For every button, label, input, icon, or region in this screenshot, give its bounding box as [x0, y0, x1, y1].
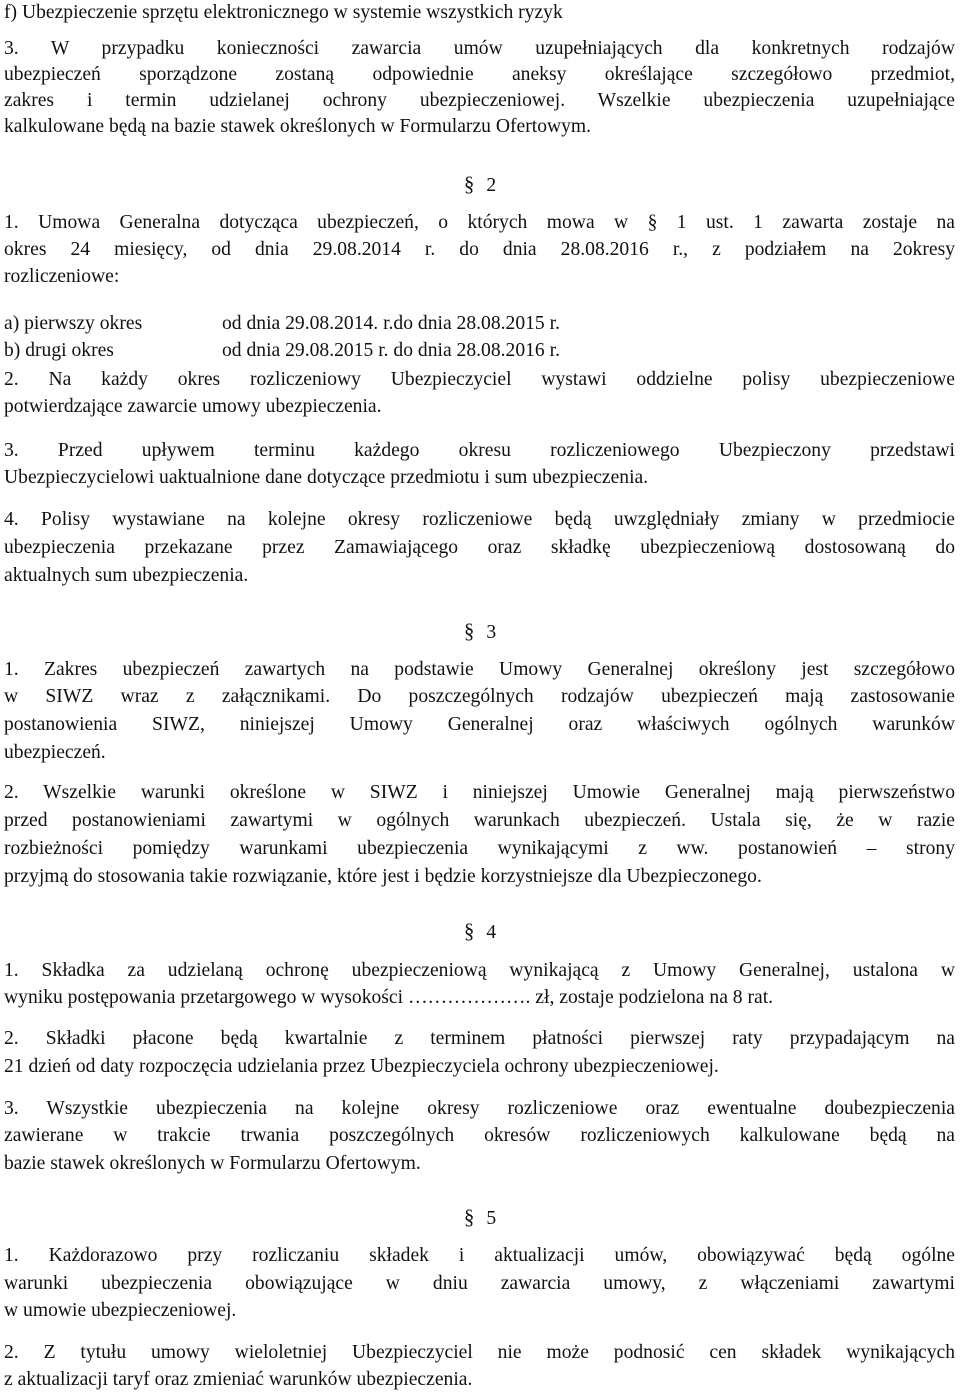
section-heading-5 [0, 1204, 960, 1230]
paragraph-line: potwierdzające zawarcie umowy ubezpieczenia. [4, 396, 382, 417]
paragraph-line: 1. Zakres ubezpieczeń zawartych na podstawie Umowy Generalnej określony jest szczegółowo [4, 659, 955, 680]
paragraph-line: 21 dzień od daty rozpoczęcia udzielania przez Ubezpieczyciela ochrony ubezpieczeniowej. [4, 1056, 719, 1077]
paragraph-line: 2. Składki płacone będą kwartalnie z terminem płatności pierwszej raty przypadającym na [4, 1028, 955, 1049]
paragraph-line: wyniku postępowania przetargowego w wysokości ………………. zł, zostaje podzielona na 8 rat. [4, 987, 774, 1008]
paragraph-line: w umowie ubezpieczeniowej. [4, 1300, 237, 1321]
period-row [4, 338, 955, 364]
paragraph-line: rozbieżności pomiędzy warunkami ubezpieczenia wynikającymi z ww. postanowień – strony [4, 838, 955, 859]
section-symbol: § [463, 919, 475, 943]
section-heading-4 [0, 918, 960, 944]
paragraph-line: 1. Każdorazowo przy rozliczaniu składek i aktualizacji umów, obowiązywać będą ogólne [4, 1245, 955, 1266]
section-symbol: § [463, 1205, 475, 1229]
paragraph-line: z aktualizacji taryf oraz zmieniać warunków ubezpieczenia. [4, 1369, 473, 1390]
paragraph-line: Ubezpieczycielowi uaktualnione dane dotyczące przedmiotu i sum ubezpieczenia. [4, 467, 649, 488]
paragraph-line: 3. Wszystkie ubezpieczenia na kolejne okresy rozliczeniowe oraz ewentualne doubezpieczenia [4, 1098, 955, 1119]
paragraph-line: ubezpieczeń sporządzone zostaną odpowiednie aneksy określające szczegółowo przedmiot, [4, 64, 955, 85]
paragraph-line: bazie stawek określonych w Formularzu Ofertowym. [4, 1153, 421, 1174]
section-number: 3 [486, 622, 497, 643]
paragraph-line: przed postanowieniami zawartymi w ogólnych warunkach ubezpieczeń. Ustala się, że w razie [4, 810, 955, 831]
period-range: od dnia 29.08.2014. r.do dnia 28.08.2015 r. [222, 313, 560, 334]
section-number: 5 [486, 1208, 497, 1229]
section-symbol: § [463, 619, 475, 643]
paragraph-line: 2. Wszelkie warunki określone w SIWZ i niniejszej Umowie Generalnej mają pierwszeństwo [4, 782, 955, 803]
paragraph-line: okres 24 miesięcy, od dnia 29.08.2014 r. do dnia 28.08.2016 r., z podziałem na 2okresy [4, 239, 955, 260]
paragraph-line: zakres i termin udzielanej ochrony ubezpieczeniowej. Wszelkie ubezpieczenia uzupełniające [4, 90, 955, 111]
paragraph-line: ubezpieczeń. [4, 742, 106, 763]
paragraph-line: aktualnych sum ubezpieczenia. [4, 565, 249, 586]
paragraph-line: ubezpieczenia przekazane przez Zamawiającego oraz składkę ubezpieczeniową dostosowaną do [4, 537, 955, 558]
paragraph-line: kalkulowane będą na bazie stawek określonych w Formularzu Ofertowym. [4, 116, 592, 137]
paragraph-line: warunki ubezpieczenia obowiązujące w dniu zawarcia umowy, z włączeniami zawartymi [4, 1273, 955, 1294]
paragraph-line: 2. Na każdy okres rozliczeniowy Ubezpieczyciel wystawi oddzielne polisy ubezpieczeniowe [4, 369, 955, 390]
paragraph-line: 1. Składka za udzielaną ochronę ubezpieczeniową wynikającą z Umowy Generalnej, ustalona w [4, 960, 955, 981]
paragraph-line: rozliczeniowe: [4, 266, 120, 287]
section-heading-3 [0, 618, 960, 644]
paragraph-line: f) Ubezpieczenie sprzętu elektronicznego w systemie wszystkich ryzyk [4, 2, 563, 23]
paragraph-line: 2. Z tytułu umowy wieloletniej Ubezpieczyciel nie może podnosić cen składek wynikających [4, 1342, 955, 1363]
paragraph-line: 3. W przypadku konieczności zawarcia umów uzupełniających dla konkretnych rodzajów [4, 38, 955, 59]
period-range: od dnia 29.08.2015 r. do dnia 28.08.2016 r. [222, 340, 560, 361]
section-symbol: § [463, 172, 475, 196]
paragraph-line: w SIWZ wraz z załącznikami. Do poszczególnych rodzajów ubezpieczeń mają zastosowanie [4, 686, 955, 707]
paragraph-line: 1. Umowa Generalna dotycząca ubezpieczeń, o których mowa w § 1 ust. 1 zawarta zostaje na [4, 212, 955, 233]
paragraph-line: postanowienia SIWZ, niniejszej Umowy Generalnej oraz właściwych ogólnych warunków [4, 714, 955, 735]
section-number: 4 [486, 922, 497, 943]
paragraph-line: zawierane w trakcie trwania poszczególnych okresów rozliczeniowych kalkulowane będą na [4, 1125, 955, 1146]
paragraph-line: 3. Przed upływem terminu każdego okresu rozliczeniowego Ubezpieczony przedstawi [4, 440, 955, 461]
period-label: a) pierwszy okres [4, 313, 143, 334]
paragraph-line: 4. Polisy wystawiane na kolejne okresy rozliczeniowe będą uwzględniały zmiany w przedmiocie [4, 509, 955, 530]
paragraph-line: przyjmą do stosowania takie rozwiązanie, które jest i będzie korzystniejsze dla Ubezpieczonego. [4, 866, 762, 887]
section-number: 2 [486, 175, 497, 196]
section-heading-2 [0, 171, 960, 197]
period-row [4, 311, 955, 337]
period-label: b) drugi okres [4, 340, 114, 361]
